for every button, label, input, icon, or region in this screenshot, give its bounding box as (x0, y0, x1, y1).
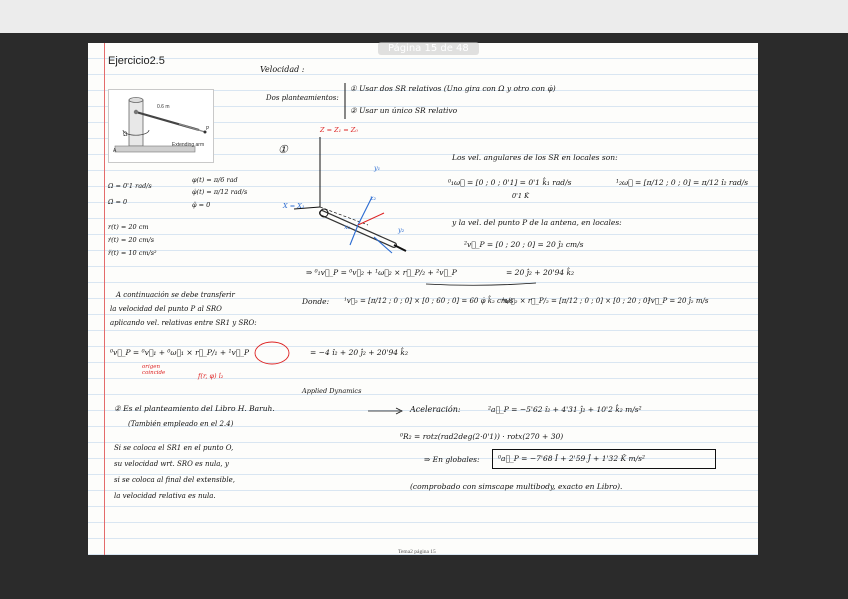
figure-p-label: P (206, 126, 210, 132)
rotation-equation: ⁰R₂ = rotz(rad2deg(2·0'1)) · rotx(270 + 30) (400, 432, 564, 441)
figure-a-label: A (113, 148, 117, 154)
w1-note: 0'1 K̂ (512, 192, 529, 200)
param-r-dot: ṙ(t) = 20 cm/s (108, 236, 155, 244)
param-r-ddot: r̈(t) = 10 cm/s² (108, 249, 157, 257)
approach2-line1: ② Es el planteamiento del Libro H. Baruh. (114, 404, 275, 413)
approach2-body-2: su velocidad wrt. SRO es nula, y (114, 460, 229, 468)
donde-label: Donde: (302, 297, 330, 306)
figure-arm-label: Extending arm (171, 142, 205, 148)
global-label: ⇒ En globales: (424, 455, 480, 464)
approach-1-mark: ① (278, 143, 288, 156)
axis-x2-label: x₂ (344, 223, 351, 231)
transfer-equation: ⁰v⃗_P = ⁰v⃗₁ + ⁰ω⃗₁ × r⃗_P/₁ + ¹v⃗_P (110, 348, 250, 357)
w2-equation: ¹₂ω⃗ = [π/12 ; 0 ; 0] = π/12 î₂ rad/s (616, 178, 749, 187)
figure-omega-label: Ω (123, 132, 128, 138)
axis-y2-label: y₂ (398, 226, 405, 234)
accel-label: Aceleración: (410, 405, 461, 414)
transfer-text-3: aplicando vel. relativas entre SR1 y SRO: (110, 319, 257, 327)
axis-z2-label: z₂ (370, 194, 377, 202)
approach2-body-4: la velocidad relativa es nula. (114, 492, 216, 500)
param-phi-ddot: φ̈ = 0 (192, 201, 211, 209)
vp-term: ²v⃗_P = 20 ĵ₂ m/s (648, 297, 709, 305)
viewer-toolbar (0, 0, 848, 33)
w-cross-r-term: ¹ω⃗₂ × r⃗_P/₂ = [π/12 ; 0 ; 0] × [0 ; 20 ; 0] (502, 297, 651, 305)
velocity-heading: Velocidad : (260, 65, 305, 74)
w1-equation: ⁰₁ω⃗ = [0 ; 0 ; 0'1] = 0'1 k̂₁ rad/s (448, 178, 572, 187)
accel-equation: ²a⃗_P = −5'62 î₂ + 4'31 ĵ₂ + 10'2 k̂₂ m/s² (488, 405, 642, 414)
approaches-label: Dos planteamientos: (266, 94, 339, 102)
angular-velocity-text: Los vel. angulares de los SR en locales son: (452, 153, 618, 162)
exercise-title: Ejercicio2.5 (108, 55, 165, 67)
notebook-page[interactable] (88, 43, 758, 555)
page-indicator: Página 15 de 48 (378, 42, 479, 55)
param-phi-dot: φ̇(t) = π/12 rad/s (192, 188, 248, 196)
red-note-origin: origen coincide (142, 364, 166, 376)
sum-result: = 20 ĵ₂ + 20'94 k̂₂ (506, 268, 575, 277)
approach-brace (343, 83, 347, 119)
axis-y1-label: y₁ (374, 164, 381, 172)
approach2-body-1: Si se coloca el SR1 en el punto O, (114, 444, 234, 452)
arm-drawing-icon (109, 90, 213, 162)
transfer-text-2: la velocidad del punto P al SRO (110, 305, 222, 313)
param-omega-dot: Ω̇ = 0 (108, 198, 128, 206)
margin-line (104, 43, 105, 555)
red-circle (254, 341, 290, 365)
transfer-text-1: A continuación se debe transferir (116, 291, 235, 299)
arrow-to-accel (368, 408, 404, 414)
global-equation: ⁰a⃗_P = −7'68 Î + 2'59 Ĵ + 1'32 K̂ m/s² (498, 454, 645, 463)
approach-2: ② Usar un único SR relativo (350, 106, 458, 115)
approach-1: ① Usar dos SR relativos (Uno gira con Ω y otro con φ̇) (350, 84, 556, 93)
check-note: (comprobado con simscape multibody, exacto en Libro). (410, 482, 623, 491)
v2-term: ¹v⃗₂ = [π/12 ; 0 ; 0] × [0 ; 60 ; 0] = 60 φ̇ k̂₂ cm/s (344, 297, 514, 305)
frames-sketch (288, 125, 428, 235)
param-phi: φ(t) = π/6 rad (192, 176, 238, 184)
vp-local: ²v⃗_P = [0 ; 20 ; 0] = 20 ĵ₂ cm/s (464, 240, 584, 249)
red-note-f: f(r, φ) î₂ (198, 372, 224, 380)
sum-equation: ⇒ ⁰₁v⃗_P = ⁰v⃗₂ + ¹ω⃗₂ × r⃗_P/₂ + ²v⃗_P (306, 268, 457, 277)
approach2-line2: (También empleado en el 2.4) (128, 420, 234, 428)
applied-dynamics-note: Applied Dynamics (302, 387, 362, 395)
sum-underline (426, 281, 536, 287)
figure-dim-label: 0.6 m (157, 104, 170, 110)
param-omega: Ω = 0'1 rad/s (108, 182, 152, 190)
transfer-result: = −4 î₂ + 20 ĵ₂ + 20'94 k̂₂ (310, 348, 408, 357)
approach2-body-3: si se coloca al final del extensible, (114, 476, 235, 484)
axis-x-label: X = X₁ (283, 202, 305, 210)
vp-text: y la vel. del punto P de la antena, en locales: (452, 218, 622, 227)
problem-figure (108, 89, 214, 163)
axis-z-label: Z = Z₁ = Z₀ (320, 126, 358, 134)
param-r: r(t) = 20 cm (108, 223, 149, 231)
page-footer: Tema2 página 15 (398, 549, 436, 555)
